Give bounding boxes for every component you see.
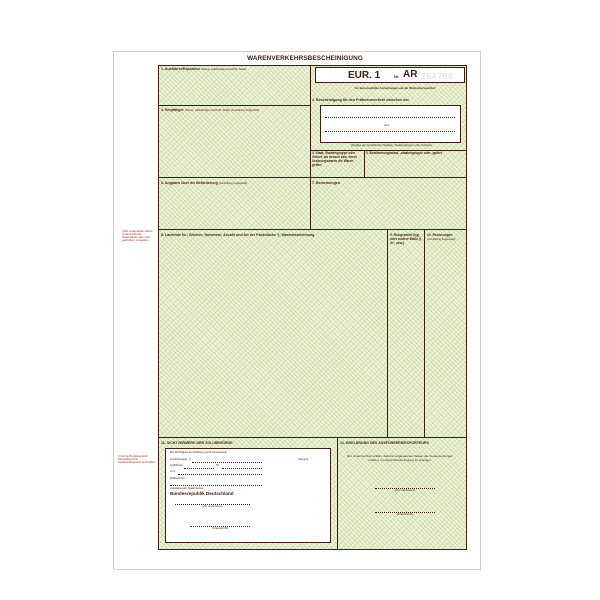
divider (158, 177, 467, 178)
vom-line (178, 474, 262, 475)
zollbehoerde-label: Zollbehörde: (170, 476, 186, 480)
field-10-label: 10. Rechnungen (Ausfüllung freigestellt) (427, 233, 456, 241)
eur1-header-box (315, 67, 465, 83)
field-2-line-2 (325, 131, 455, 132)
country-code: AR (403, 69, 418, 80)
field-9-label: 9. Rohgewicht (kg) oder andere Maße (l, m³, usw.) (390, 233, 423, 245)
field-12-label: 12. ERKLÄRUNG DES AUSFÜHRERS/EXPORTEURS (340, 441, 429, 445)
field-2-und: und (384, 123, 389, 127)
field-3-input[interactable] (159, 116, 309, 176)
stempel-label: Stempel (298, 457, 309, 461)
field-11-label: 11. SICHTVERMERK DER ZOLLBEHÖRDE (161, 441, 233, 445)
field-3-label: 3. Empfänger (Name, vollständige Anschrift, Staat) (Ausfüllung freigestellt) (161, 108, 260, 112)
divider (364, 150, 365, 177)
field-5-label: 5. Bestimmungsstaat, -staatengruppe oder -gebiet (366, 151, 442, 155)
field-12-text: Der Unterzeichner erklärt, daß die vorgenannten Waren die Voraussetzungen erfüllen, um diese Bescheinigung zu erlangen. (347, 454, 453, 462)
divider (158, 229, 467, 230)
art-muster-label: Art/Muster (170, 463, 183, 467)
ort-datum-label-12: (Ort und Datum) (394, 488, 416, 492)
ort-datum-label-11: (Ort und Datum) (202, 504, 223, 508)
divider (387, 229, 388, 437)
field-2-line-1 (325, 117, 455, 118)
ausfuhrpapier-label: Ausfuhrpapier: ²) (170, 457, 191, 461)
field-8-input[interactable] (159, 242, 386, 436)
vom-label: vom (170, 469, 176, 473)
field-7-label: 7. Bemerkungen (312, 181, 340, 185)
issuing-country: Bundesrepublik Deutschland (170, 491, 234, 496)
field-6-input[interactable] (159, 188, 309, 228)
field-7-input[interactable] (311, 188, 466, 228)
nr-label: Nr. (394, 74, 400, 79)
field-4-label: 4. Staat, Staatengruppe oder Gebiet, als dessen bzw. deren Ursprungswaren die Waren gelten (312, 151, 358, 167)
field-1-label: 1. Ausführer/Exporteur (Name, vollständige Anschrift, Staat) (161, 67, 247, 71)
field-2-input-box[interactable] (320, 105, 461, 143)
eur1-label: EUR. 1 (348, 70, 381, 81)
serial-number: 264766 (421, 72, 454, 81)
divider (424, 229, 425, 437)
form-title: WARENVERKEHRSBESCHEINIGUNG (247, 55, 363, 62)
field-6-label: 6. Angaben über die Beförderung (Ausfüllung freigestellt) (161, 181, 248, 185)
nr-label-11: Nr. (216, 463, 220, 467)
field-8-label: 8. Laufende Nr.; Zeichen, Nummern, Anzahl und Art der Packstücke ¹); Warenbezeichnung (161, 233, 315, 237)
side-note-1: ¹) Bei unverpackten Waren ist die Anzahl der Gegenstände oder „lose geschüttet“ anzugeben. (122, 230, 153, 243)
field-11-line-1: Die Richtigkeit der Erklärung wird bescheinigt. (170, 450, 228, 454)
ausstellender-staat-label: Ausstellender Staat/Gebiet: (170, 486, 205, 490)
field-2-hint: (Angabe der betreffenden Staaten, Staatengruppen oder Gebiete) (350, 143, 433, 147)
nr-line (222, 468, 262, 469)
divider (158, 437, 467, 438)
back-note: Vor dem Ausfüllen Anmerkungen auf der Rückseite beachten (354, 86, 436, 90)
unterschrift-label-12: (Unterschrift) (396, 512, 414, 516)
unterschrift-label-11: (Unterschrift) (211, 526, 229, 530)
divider (337, 437, 338, 550)
ausfuhrpapier-line (192, 462, 262, 463)
field-1-input[interactable] (159, 76, 309, 104)
divider (158, 105, 310, 106)
side-note-2: ²) Nur bei Bundesrepublik Deutschland vom Ausführer/Exporteur auszufüllen. (118, 455, 156, 465)
art-muster-line (184, 468, 214, 469)
field-2-label: 2. Bescheinigung für den Präferenzverkehr zwischen der (312, 98, 409, 102)
